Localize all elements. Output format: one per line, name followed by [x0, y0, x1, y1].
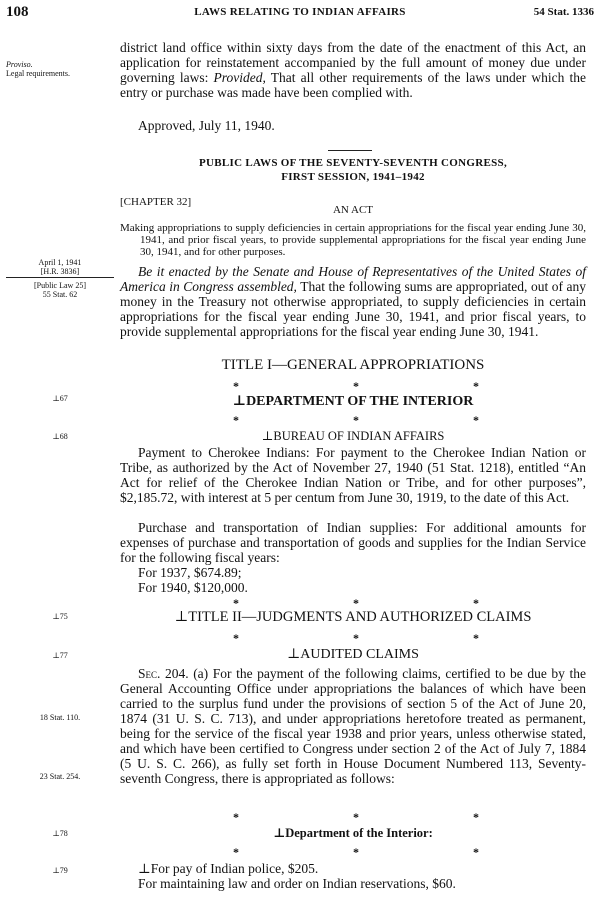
fiscal-1940: For 1940, $120,000. [138, 580, 248, 595]
margin-ref-78: ⊥78 [52, 829, 68, 838]
section-divider [328, 150, 372, 151]
dept-interior-heading: ⊥DEPARTMENT OF THE INTERIOR [232, 394, 474, 409]
dept-interior-subheading: ⊥Department of the Interior: [273, 826, 433, 840]
margin-note-proviso: Proviso. [6, 60, 33, 69]
audited-claims-heading: ⊥AUDITED CLAIMS [287, 647, 419, 662]
session-heading: FIRST SESSION, 1941–1942 [281, 171, 425, 183]
an-act-heading: AN ACT [332, 204, 374, 216]
margin-stat: 55 Stat. 62 [42, 290, 78, 299]
congress-heading: PUBLIC LAWS OF THE SEVENTY-SEVENTH CONGRESS, [198, 157, 508, 169]
margin-ref-68: ⊥68 [52, 432, 68, 441]
supplies-paragraph: Purchase and transportation of Indian supplies: For additional amounts for expenses of purchase and transportation of goods and supplies for the Indian Service for the following fiscal years: [120, 520, 586, 565]
bureau-heading: ⊥BUREAU OF INDIAN AFFAIRS [261, 429, 445, 443]
margin-ref-79: ⊥79 [52, 866, 68, 875]
cherokee-payment: Payment to Cherokee Indians: For payment to the Cherokee Indian Nation or Tribe, as authorized by the Act of November 27, 1940 (51 Stat. 1218), entitled “An Act for relief of the Cherokee Indian Nation or Tribe, and for other purposes”, $2,185.72, with interest at 5 per centum from June 30, 1919, to the date of this Act. [120, 445, 586, 505]
indian-police-pay: ⊥For pay of Indian police, $205. [138, 861, 319, 876]
margin-date: April 1, 1941 [38, 258, 82, 267]
chapter-label: [CHAPTER 32] [120, 196, 192, 208]
margin-ref-75: ⊥75 [52, 612, 68, 621]
paragraph-reinstatement: district land office within sixty days from the date of the enactment of this Act, an application for reinstatement accompanied by the full amount of money due under governing laws: Provided, That all other requirements of the laws under which the entry or purchase was made have been complied with. [120, 40, 586, 100]
statute-page: 108 LAWS RELATING TO INDIAN AFFAIRS 54 Stat. 1336 Proviso. Legal requirements. April 1, 1941 [H.R. 3836] [Public Law 25] 55 Stat. 62 ⊥67 ⊥68 ⊥75 ⊥77 18 Stat. 110. 23 Stat. 254. ⊥78 ⊥79 district land office within sixty days from the date of the enactment of this Act, an application for reinstatement accompanied by the full amount of money due under governing laws: Provided, That all other requirements of the laws under which the entry or purchase was made have been complied with. Approved, July 11, 1940. PUBLIC LAWS OF THE SEVENTY-SEVENTH CONGRESS, FIRST SESSION, 1941–1942 [CHAPTER 32] AN ACT Making appropriations to supply deficiencies in certain appropriations for the fiscal year ending June 30, 1941, and prior fiscal years, to provide supplemental appropriations for the fiscal year ending June 30, 1941, and for other purposes. Be it enacted by the Senate and House of Representatives of the United States of America in Congress assembled, That the following sums are appropriated, out of any money in the Treasury not otherwise appropriated, to supply deficiencies in certain appropriations for the fiscal year ending June 30, 1941, and prior fiscal years, to provide supplemental appropriations for the fiscal year ending June 30, 1941. TITLE I—GENERAL APPROPRIATIONS * * * ⊥DEPARTMENT OF THE INTERIOR * * * ⊥BUREAU OF INDIAN AFFAIRS Payment to Cherokee Indians: For payment to the Cherokee Indian Nation or Tribe, as authorized by the Act of November 27, 1940 (51 Stat. 1218), entitled “An Act for relief of the Cherokee Indian Nation or Tribe, and for other purposes”, $2,185.72, with interest at 5 per centum from June 30, 1919, to the date of this Act. Purchase and transportation of Indian supplies: For additional amounts for expenses of purchase and transportation of goods and supplies for the Indian Service for the following fiscal years: For 1937, $674.89; For 1940, $120,000. * * * ⊥TITLE II—JUDGMENTS AND AUTHORIZED CLAIMS * * * ⊥AUDITED CLAIMS Sec. 204. (a) For the payment of the following claims, certified to be due by the General Accounting Office under appropriations the balances of which have been carried to the surplus fund under the provisions of section 5 of the Act of June 20, 1874 (31 U. S. C. 713), and under appropriations heretofore treated as permanent, being for the service of the fiscal year 1938 and prior years, unless otherwise stated, and which have been certified to Congress under section 2 of the Act of July 7, 1884 (5 U. S. C. 266), as fully set forth in House Document Numbered 113, Seventy-seventh Congress, there is appropriated as follows: * * * ⊥Department of the Interior: * * * ⊥For pay of Indian police, $205. For maintaining law and order on Indian reservations, $60. [6, 4, 594, 891]
statute-citation: 54 Stat. 1336 [533, 6, 594, 18]
approved-line: Approved, July 11, 1940. [138, 118, 275, 133]
page-number: 108 [6, 4, 29, 20]
fiscal-1937: For 1937, $674.89; [138, 565, 242, 580]
margin-ref-77: ⊥77 [52, 651, 68, 660]
margin-ref-23stat: 23 Stat. 254. [39, 772, 81, 781]
running-title: LAWS RELATING TO INDIAN AFFAIRS [194, 6, 406, 18]
title-one-heading: TITLE I—GENERAL APPROPRIATIONS [221, 357, 485, 373]
title-two-heading: ⊥TITLE II—JUDGMENTS AND AUTHORIZED CLAIMS [174, 609, 532, 625]
enacting-clause: Be it enacted by the Senate and House of Representatives of the United States of America in Congress assembled, That the following sums are appropriated, out of any money in the Treasury not otherwise appropriated, to supply deficiencies in certain appropriations for the fiscal year ending June 30, 1941, and prior fiscal years, to provide supplemental appropriations for the fiscal year ending June 30, 1941. [120, 264, 586, 339]
margin-ref-18stat: 18 Stat. 110. [39, 713, 81, 722]
act-purpose: Making appropriations to supply deficiencies in certain appropriations for the fiscal year ending June 30, 1941, and prior fiscal years, to provide supplemental appropriations for the fiscal year ending June 30, 1941, and for other purposes. [120, 222, 586, 258]
margin-note-legal: Legal requirements. [6, 69, 70, 78]
margin-rule [6, 277, 114, 278]
margin-ref-67: ⊥67 [52, 394, 68, 403]
law-and-order: For maintaining law and order on Indian reservations, $60. [138, 876, 456, 891]
margin-hr: [H.R. 3836] [40, 267, 80, 276]
running-header [6, 4, 594, 22]
margin-public-law: [Public Law 25] [34, 281, 86, 290]
section-204: Sec. 204. (a) For the payment of the following claims, certified to be due by the General Accounting Office under appropriations the balances of which have been carried to the surplus fund under the provisions of section 5 of the Act of June 20, 1874 (31 U. S. C. 713), and under appropriations heretofore treated as permanent, being for the service of the fiscal year 1938 and prior years, unless otherwise stated, and which have been certified to Congress under section 2 of the Act of July 7, 1884 (5 U. S. C. 266), as fully set forth in House Document Numbered 113, Seventy-seventh Congress, there is appropriated as follows: [120, 666, 587, 786]
